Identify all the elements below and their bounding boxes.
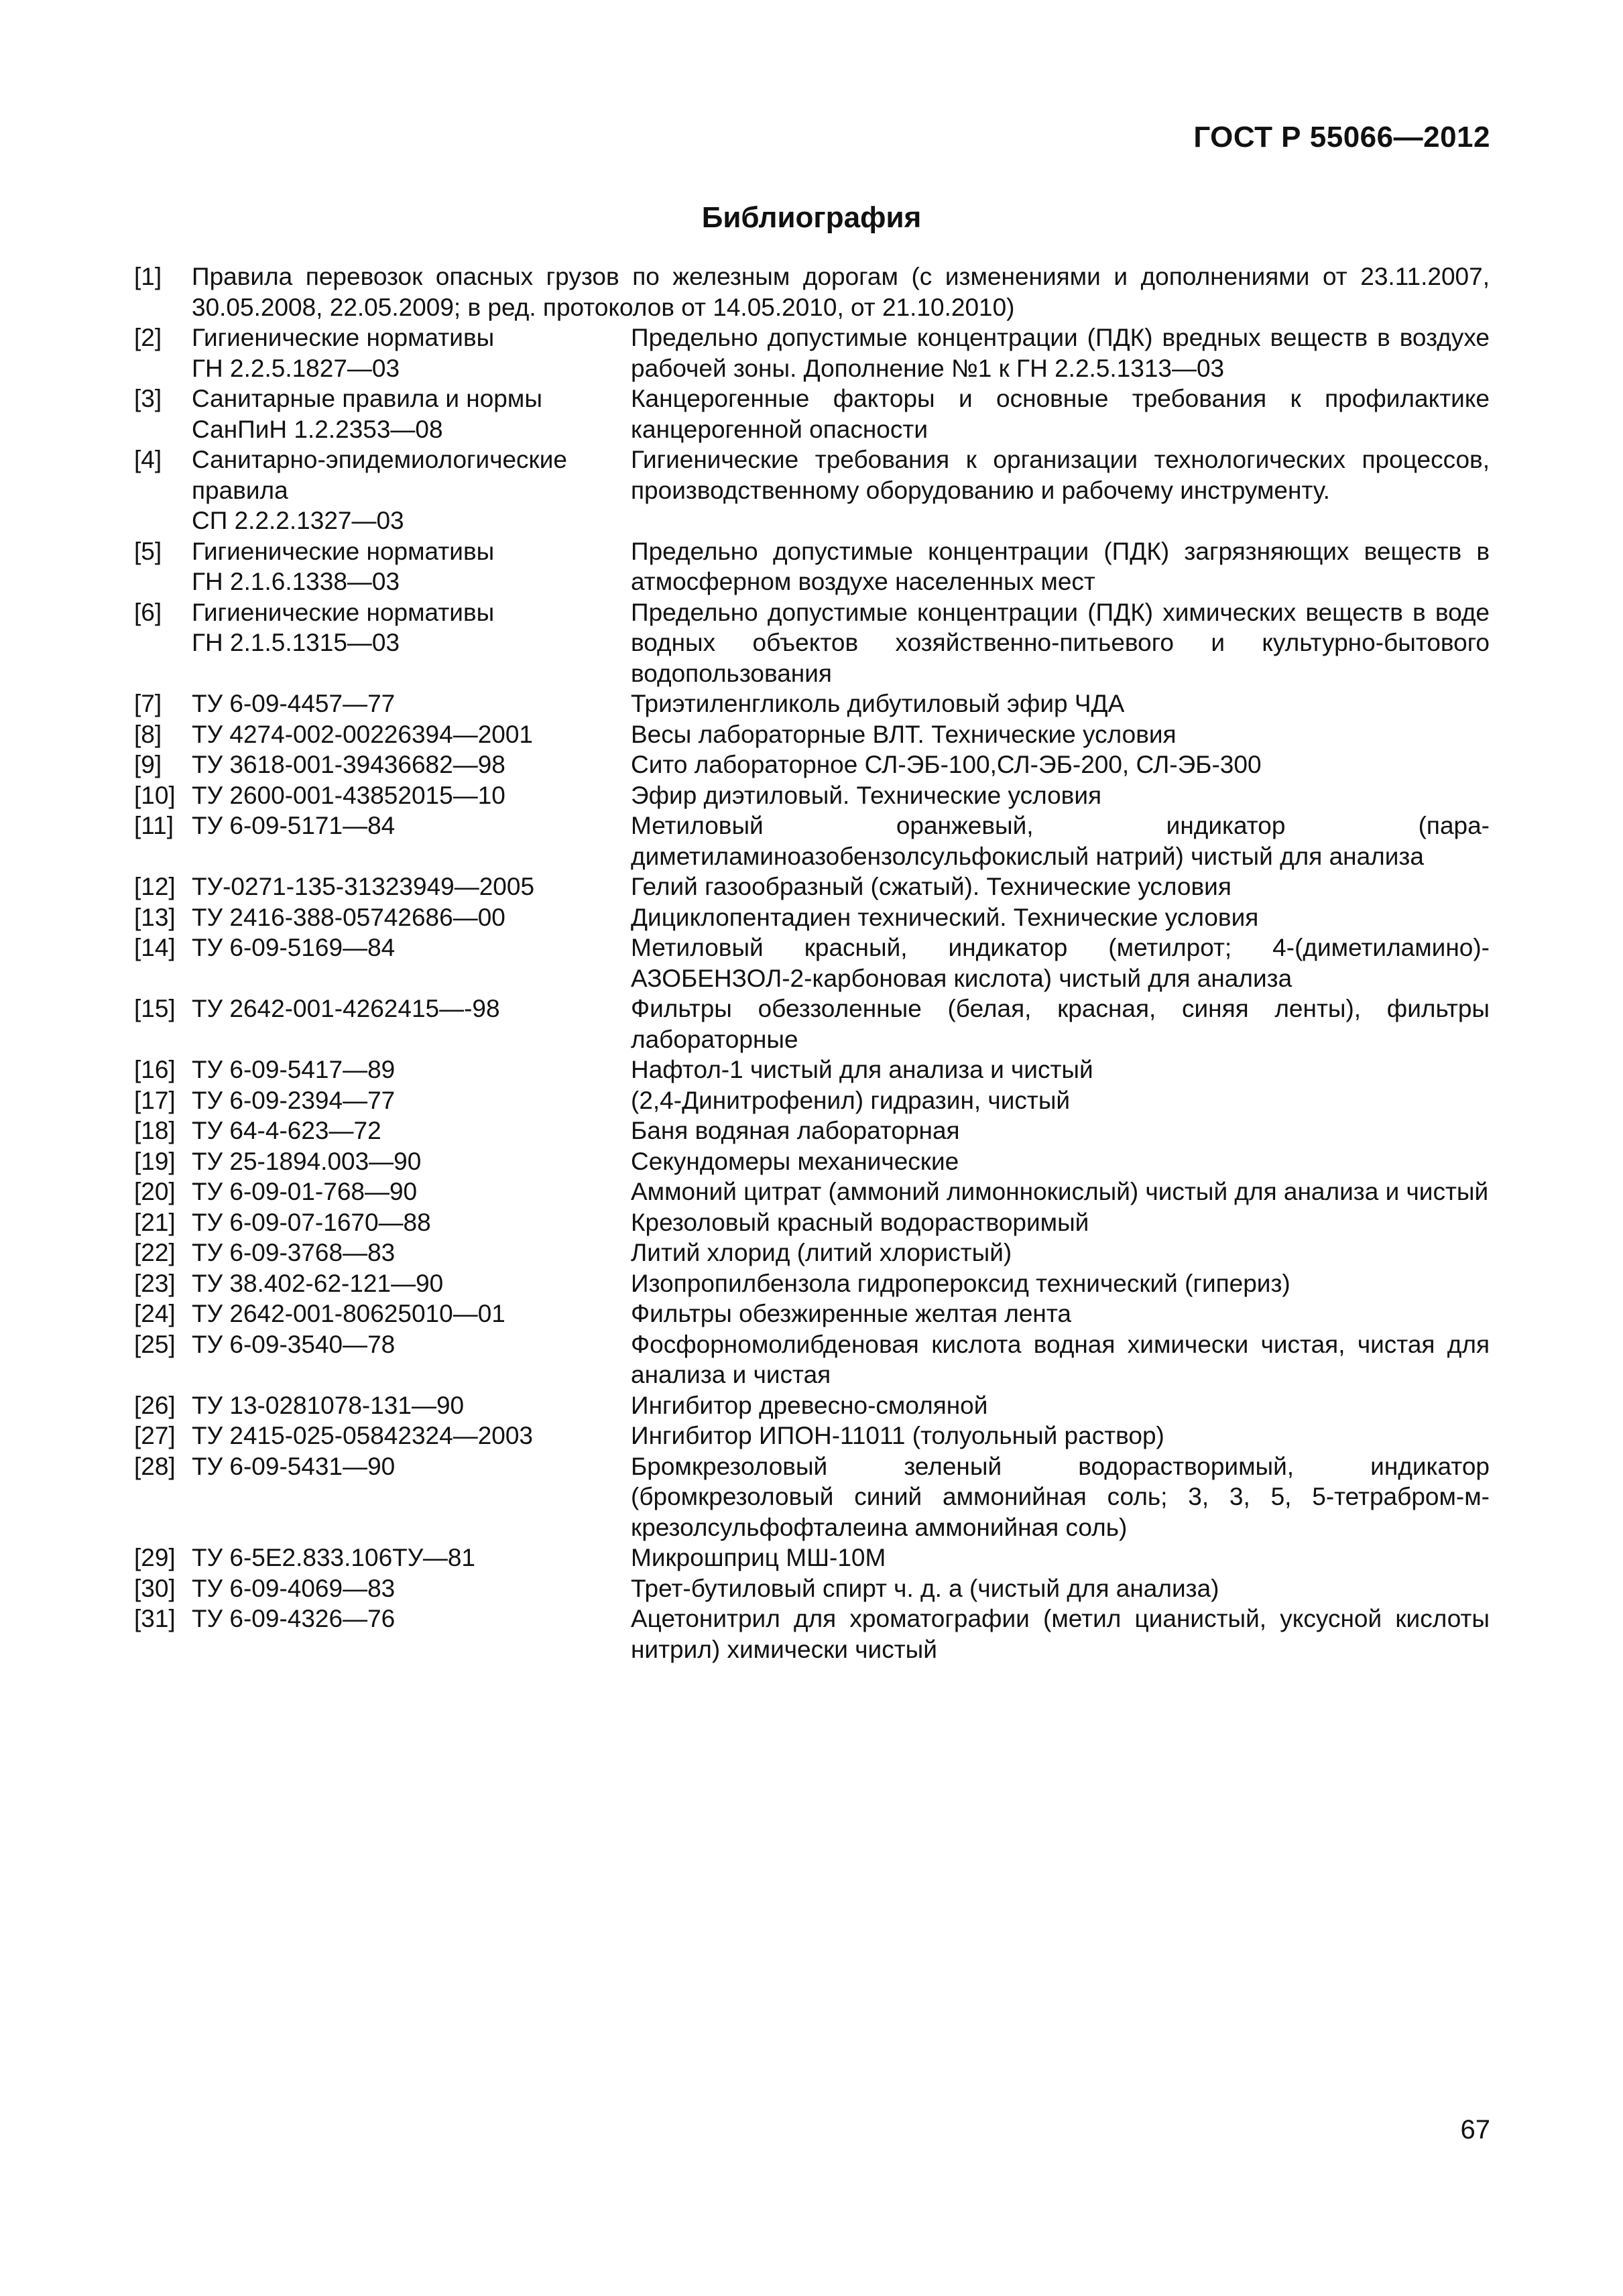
entry-number: [27] [134,1422,176,1449]
entry-source: ТУ 25-1894.003—90 [192,1147,422,1175]
entry-number: [21] [134,1208,176,1236]
entry-number: [26] [134,1391,176,1419]
entry-title: Дициклопентадиен технический. Технические условия [631,903,1259,931]
entry-source: ТУ 6-09-5171—84 [192,812,396,839]
entry-source: ТУ 38.402-62-121—90 [192,1269,444,1297]
entry-source: ТУ 13-0281078-131—90 [192,1391,465,1419]
bibliography-entry [134,993,1490,1054]
entry-source: ТУ 6-09-01-768—90 [192,1178,418,1205]
entry-number: [8] [134,720,162,748]
bibliography-entry [134,871,1490,902]
bibliography-list [134,261,1490,1665]
entry-source: Санитарно-эпидемиологические правила СП 2.2.2.1327—03 [192,446,567,534]
entry-number: [17] [134,1086,176,1114]
bibliography-entries [134,322,1490,1665]
entry-number: [2] [134,324,162,351]
entry-source: ТУ 2642-001-80625010—01 [192,1300,505,1327]
bibliography-entry [134,719,1490,750]
entry-number: [28] [134,1452,176,1480]
entry-number: [14] [134,934,176,961]
entry-source: ТУ 2600-001-43852015—10 [192,781,505,809]
entry-source: ТУ 6-09-5417—89 [192,1056,396,1083]
bibliography-entry [134,1176,1490,1207]
entry-title: Предельно допустимые концентрации (ПДК) химических веществ в воде водных объектов хозяйственно-питьевого и культурно-бытового водопользования [631,598,1490,687]
entry-title: Изопропилбензола гидропероксид технический (гипериз) [631,1269,1290,1297]
entry-number: [15] [134,995,176,1022]
entry-number: [3] [134,385,162,412]
entry-title: Трет-бутиловый спирт ч. д. а (чистый для анализа) [631,1574,1219,1602]
entry-number: [19] [134,1147,176,1175]
entry-number: [24] [134,1300,176,1327]
entry-source: ТУ 6-09-5169—84 [192,934,396,961]
entry-source: Гигиенические нормативы ГН 2.1.6.1338—03 [192,537,495,595]
entry-title: Крезоловый красный водорастворимый [631,1208,1089,1236]
entry-title: Канцерогенные факторы и основные требования к профилактике канцерогенной опасности [631,385,1490,443]
entry-source: ТУ 6-09-3768—83 [192,1239,396,1266]
bibliography-entry [134,780,1490,811]
entry-number: [30] [134,1574,176,1602]
entry-title: Баня водяная лабораторная [631,1117,960,1144]
entry-number: [6] [134,598,162,626]
entry-title: Эфир диэтиловый. Технические условия [631,781,1102,809]
entry-title: Гелий газообразный (сжатый). Технические условия [631,873,1231,900]
entry-source: ТУ 6-09-4326—76 [192,1605,396,1632]
bibliography-entry [134,1146,1490,1177]
bibliography-entry [134,1085,1490,1116]
entry-source: ТУ 6-5Е2.833.106ТУ—81 [192,1544,475,1571]
entry-title: Аммоний цитрат (аммоний лимоннокислый) чистый для анализа и чистый [631,1178,1489,1205]
bibliography-entry [134,1573,1490,1604]
entry-source: Гигиенические нормативы ГН 2.1.5.1315—03 [192,598,495,656]
entry-title: Весы лабораторные ВЛТ. Технические условия [631,720,1177,748]
bibliography-entry [134,688,1490,719]
entry-title: Предельно допустимые концентрации (ПДК) вредных веществ в воздухе рабочей зоны. Дополнение №1 к ГН 2.2.5.1313—03 [631,324,1490,382]
entry-source: ТУ 2415-025-05842324—2003 [192,1422,534,1449]
entry-source: Гигиенические нормативы ГН 2.2.5.1827—03 [192,324,495,382]
entry-title: Фосфорномолибденовая кислота водная химически чистая, чистая для анализа и чистая [631,1330,1490,1388]
bibliography-entry [134,932,1490,993]
entry-number: [5] [134,537,162,565]
bibliography-entry [134,1329,1490,1390]
entry-title: Сито лабораторное СЛ-ЭБ-100,СЛ-ЭБ-200, СЛ-ЭБ-300 [631,751,1262,778]
entry-title: Нафтол-1 чистый для анализа и чистый [631,1056,1093,1083]
entry-source: ТУ 4274-002-00226394—2001 [192,720,534,748]
entry-source: ТУ 64-4-623—72 [192,1117,381,1144]
entry-title: Предельно допустимые концентрации (ПДК) загрязняющих веществ в атмосферном воздухе населенных мест [631,537,1490,595]
bibliography-entry [134,597,1490,689]
bibliography-entry [134,1298,1490,1329]
entry-number: [7] [134,690,162,717]
bibliography-entry [134,444,1490,536]
entry-number: [9] [134,751,162,778]
entry-title: Микрошприц МШ-10М [631,1544,886,1571]
entry-number: [22] [134,1239,176,1266]
bibliography-entry [134,810,1490,871]
bibliography-entry [134,902,1490,933]
entry-title: Фильтры обеззоленные (белая, красная, синяя ленты), фильтры лабораторные [631,995,1490,1053]
entry-source: ТУ 6-09-2394—77 [192,1086,396,1114]
page-number: 67 [1460,2115,1490,2144]
entry-source: ТУ 6-09-5431—90 [192,1452,396,1480]
bibliography-entry [134,1543,1490,1573]
bibliography-entry [134,1115,1490,1146]
entry-source: ТУ 6-09-07-1670—88 [192,1208,431,1236]
entry-text: Правила перевозок опасных грузов по железным дорогам (с изменениями и дополнениями от 23.11.2007, 30.05.2008, 22.05.2009; в ред. протоколов от 14.05.2010, от 21.10.2010) [192,263,1490,321]
entry-title: Ацетонитрил для хроматографии (метил цианистый, уксусной кислоты нитрил) химически чистый [631,1605,1490,1663]
entry-source: ТУ 6-09-4457—77 [192,690,396,717]
entry-number: [31] [134,1605,176,1632]
entry-title: Фильтры обезжиренные желтая лента [631,1300,1071,1327]
bibliography-entry [134,1237,1490,1268]
entry-number: [10] [134,781,176,809]
entry-number: [20] [134,1178,176,1205]
entry-title: Ингибитор ИПОН-11011 (толуольный раствор) [631,1422,1164,1449]
entry-number: [29] [134,1544,176,1571]
entry-source: ТУ 2642-001-4262415—-98 [192,995,500,1022]
page-title: Библиография [701,201,922,234]
bibliography-entry [134,1054,1490,1085]
entry-source: Санитарные правила и нормы СанПиН 1.2.2353—08 [192,385,542,443]
entry-number: [25] [134,1330,176,1358]
entry-number: [11] [134,812,174,839]
entry-source: ТУ 6-09-3540—78 [192,1330,396,1358]
bibliography-entry [134,749,1490,780]
entry-source: ТУ 2416-388-05742686—00 [192,903,505,931]
entry-title: (2,4-Динитрофенил) гидразин, чистый [631,1086,1071,1114]
bibliography-entry [134,1604,1490,1665]
entry-number: [13] [134,903,176,931]
bibliography-entry [134,322,1490,383]
entry-title: Ингибитор древесно-смоляной [631,1391,988,1419]
entry-title: Бромкрезоловый зеленый водорастворимый, индикатор (бромкрезоловый синий аммонийная соль; 3, 3, 5, 5-тетрабром-м-крезолсульфофталеина аммонийная соль) [631,1452,1490,1541]
bibliography-entry [134,1451,1490,1543]
entry-number: [1] [134,263,162,290]
page-header: ГОСТ Р 55066—2012 [1193,121,1490,154]
bibliography-entry [134,1268,1490,1299]
bibliography-entry [134,261,1490,322]
entry-number: [18] [134,1117,176,1144]
bibliography-entry [134,536,1490,597]
entry-title: Метиловый красный, индикатор (метилрот; 4-(диметиламино)-АЗОБЕНЗОЛ-2-карбоновая кислота) чистый для анализа [631,934,1490,992]
bibliography-entry [134,1421,1490,1451]
entry-source: ТУ 6-09-4069—83 [192,1574,396,1602]
bibliography-entry [134,1390,1490,1421]
entry-number: [16] [134,1056,176,1083]
entry-title: Триэтиленгликоль дибутиловый эфир ЧДА [631,690,1125,717]
entry-source: ТУ 3618-001-39436682—98 [192,751,505,778]
entry-number: [23] [134,1269,176,1297]
entry-number: [4] [134,446,162,473]
entry-source: ТУ-0271-135-31323949—2005 [192,873,535,900]
entry-number: [12] [134,873,176,900]
entry-title: Метиловый оранжевый, индикатор (пара-диметиламиноазобензолсульфокислый натрий) чистый для анализа [631,812,1490,870]
entry-title: Гигиенические требования к организации технологических процессов, производственному оборудованию и рабочему инструменту. [631,446,1490,504]
bibliography-entry [134,1207,1490,1238]
entry-title: Литий хлорид (литий хлористый) [631,1239,1012,1266]
bibliography-entry [134,383,1490,444]
entry-title: Секундомеры механические [631,1147,959,1175]
